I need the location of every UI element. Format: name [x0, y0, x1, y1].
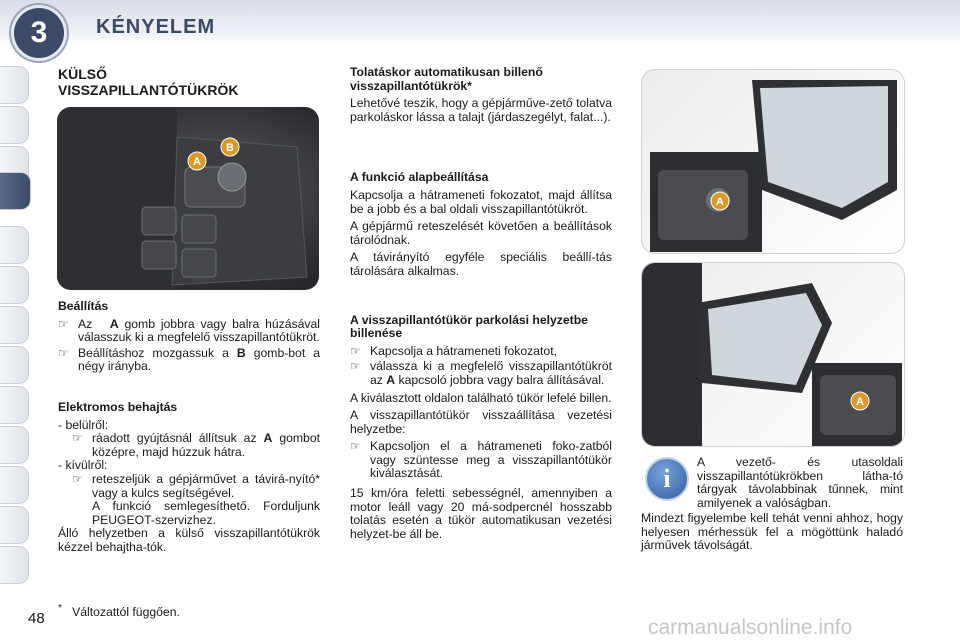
pointing-hand-icon: ☞: [58, 345, 69, 360]
footnote-star: *: [58, 603, 62, 614]
mirror-illustration-2: [642, 263, 904, 446]
park-bullet-3: ☞ Kapcsoljon el a hátrameneti foko-zatból vagy szüntesse meg a visszapillantótükör kiválasztását.: [350, 439, 612, 481]
beallitas-heading: Beállítás: [58, 299, 109, 313]
alap-heading: A funkció alapbeállítása: [350, 170, 489, 185]
kivulrol-bullet: ☞ reteszeljük a gépjárművet a távirá-nyító* vagy a kulcs segítségével.: [72, 471, 320, 500]
chapter-number-badge: 3: [14, 8, 64, 58]
door-switch-panel-photo: [57, 107, 319, 290]
left-column: [58, 66, 320, 98]
pointing-hand-icon: ☞: [58, 316, 69, 331]
park-heading: A visszapillantótükör parkolási helyzetbe billenése: [350, 312, 588, 341]
belulrol-bullet: ☞ ráadott gyújtásnál állítsuk az A gombot középre, majd húzzuk hátra.: [72, 431, 320, 459]
left-column-text: [58, 300, 320, 555]
side-tab-6[interactable]: [0, 306, 29, 344]
watermark: carmanualsonline.info: [648, 616, 853, 639]
park-paragraph-2: A visszapillantótükör visszaállítása vezetési helyzetbe:: [350, 408, 612, 436]
photo-label-a: A: [193, 156, 201, 168]
mirror-photo-1-label: A: [716, 196, 724, 208]
tolataskor-text: Lehetővé teszik, hogy a gépjárműve-zető tolatva parkoláskor lássa a talajt (járdaszegélyt, falat...).: [350, 96, 612, 124]
belulrol-label: - belülről:: [58, 417, 109, 432]
allo-paragraph: Álló helyzetben a külső visszapillantótükrök kézzel behajtha-tók.: [58, 526, 320, 554]
alap-paragraph-1: Kapcsolja a hátrameneti fokozatot, majd állítsa be a jobb és a bal oldali visszapillantótükröt.: [350, 187, 612, 216]
section-title-line2: VISSZAPILLANTÓTÜKRÖK: [58, 82, 239, 98]
page-number: 48: [28, 610, 45, 627]
alap-paragraph-2: A gépjármű reteszelését követően a beállítások tárolódnak.: [350, 219, 612, 247]
pointing-hand-icon: ☞: [350, 439, 361, 454]
mirror-photo-1: [641, 69, 905, 254]
park-paragraph-3: 15 km/óra feletti sebességnél, amennyiben a motor leáll vagy 20 má-sodpercnél hosszabb tolatás esetén a tükör automatikusan vezetési helyzet-be áll be.: [350, 486, 612, 541]
beallitas-bullet-1: ☞ Az A gomb jobbra vagy balra húzásával válasszuk ki a megfelelő visszapillantótükröt.: [58, 316, 320, 345]
beallitas-bullet-2: ☞ Beállításhoz mozgassuk a B gomb-bot a négy irányba.: [58, 345, 321, 374]
side-tab-4[interactable]: [0, 226, 29, 264]
pointing-hand-icon: ☞: [72, 431, 83, 446]
footnote-text: Változattól függően.: [72, 605, 180, 620]
footnote: [58, 603, 180, 619]
info-icon: i: [645, 457, 689, 501]
side-tab-11[interactable]: [0, 506, 29, 544]
tolataskor-heading: Tolatáskor automatikusan billenő visszapillantótükrök*: [350, 65, 543, 93]
info-text: [697, 456, 903, 510]
side-tab-5[interactable]: [0, 266, 29, 304]
pointing-hand-icon: ☞: [72, 471, 83, 486]
park-bullet-1: ☞ Kapcsolja a hátrameneti fokozatot,: [350, 343, 557, 358]
side-tab-12[interactable]: [0, 546, 29, 584]
mirror-photo-2-label: A: [856, 396, 864, 408]
side-tab-8[interactable]: [0, 386, 29, 424]
elektromos-heading: Elektromos behajtás: [58, 399, 178, 414]
photo-label-b: B: [226, 142, 234, 154]
side-tab-10[interactable]: [0, 466, 29, 504]
section-title-line1: KÜLSŐ: [58, 66, 107, 82]
kivulrol-label: - kívülről:: [58, 458, 108, 473]
side-tab-chapter-3[interactable]: [0, 172, 31, 210]
door-switch-illustration: [57, 107, 319, 290]
alap-paragraph-3: A távirányító egyféle speciális beállí-tás tárolására alkalmas.: [350, 250, 612, 278]
pointing-hand-icon: ☞: [350, 359, 361, 374]
side-tab-1[interactable]: [0, 66, 29, 104]
pointing-hand-icon: ☞: [350, 343, 361, 358]
park-bullet-2: ☞ válassza ki a megfelelő visszapillantótükröt az A kapcsoló jobbra vagy balra állításával.: [350, 359, 612, 387]
info-paragraph-1: A vezető- és utasoldali visszapillantótükrökben látha-tó tárgyak távolabbinak tűnnek, mint amilyenek a valóságban.: [697, 455, 903, 510]
info-text-2: [641, 512, 903, 553]
mirror-photo-2: [641, 262, 905, 447]
chapter-title: KÉNYELEM: [96, 16, 216, 38]
mirror-illustration-1: [642, 70, 904, 253]
funkcio-note: A funkció semlegesíthető. Forduljunk PEUGEOT-szervizhez.: [92, 499, 320, 527]
park-paragraph-1: A kiválasztott oldalon található tükör lefelé billen.: [350, 390, 612, 405]
side-tab-7[interactable]: [0, 346, 29, 384]
side-tab-2[interactable]: [0, 106, 29, 144]
side-tab-9[interactable]: [0, 426, 29, 464]
info-paragraph-2: Mindezt figyelembe kell tehát venni ahhoz, hogy helyesen mérhessük fel a mögöttünk haladó járművek távolságát.: [641, 511, 903, 553]
middle-column: [350, 66, 612, 541]
